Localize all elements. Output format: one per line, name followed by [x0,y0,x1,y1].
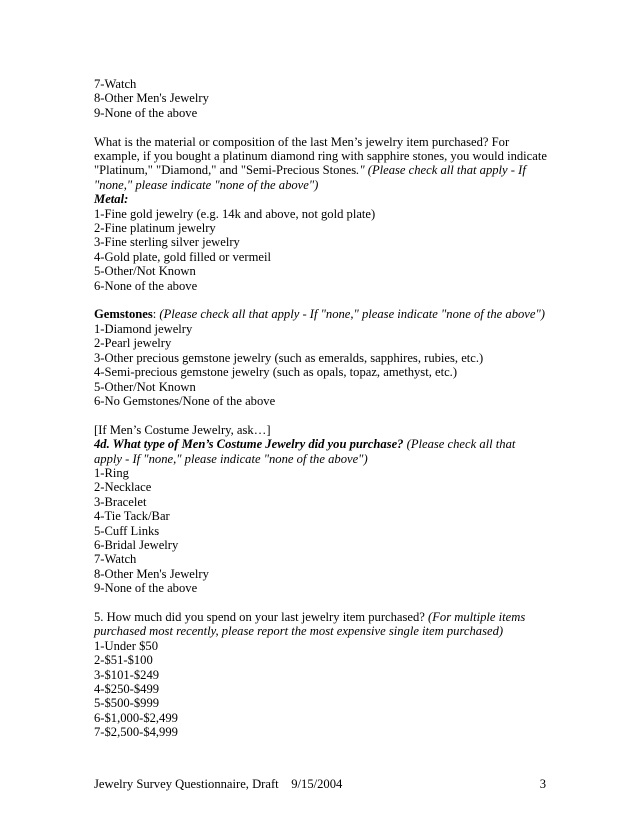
list-item: 1-Ring [94,465,129,480]
list-item: 8-Other Men's Jewelry [94,91,209,106]
material-question-line: example, if you bought a platinum diamond ring with sapphire stones, you would indicate [94,149,547,164]
list-item: 4-$250-$499 [94,682,160,696]
list-item: 1-Under $50 [94,638,159,653]
document-body [94,77,554,740]
costume-question [94,437,554,451]
costume-question-instruction: apply - If "none," please indicate "none of the above") [94,451,368,466]
list-item: 3-Fine sterling silver jewelry [94,235,240,250]
material-question-text: "Platinum," "Diamond," and "Semi-Precious Stones [94,163,357,178]
footer-title: Jewelry Survey Questionnaire, Draft 9/15/2004 [94,777,343,791]
list-item: 2-Necklace [94,480,152,495]
list-item: 5-Other/Not Known [94,264,196,279]
list-item: 2-Pearl jewelry [94,336,172,351]
gemstones-instruction: (Please check all that apply - If "none," please indicate "none of the above") [159,307,545,322]
list-item: 3-Other precious gemstone jewelry (such as emeralds, sapphires, rubies, etc.) [94,350,484,365]
list-item: 4-Tie Tack/Bar [94,509,170,524]
list-item: 5-Other/Not Known [94,379,196,394]
list-item: 4-Semi-precious gemstone jewelry (such as opals, topaz, amethyst, etc.) [94,365,458,380]
list-item: 6-None of the above [94,278,198,293]
material-question-line: What is the material or composition of the last Men’s jewelry item purchased? For [94,134,510,149]
costume-question-text: 4d. What type of Men’s Costume Jewelry did you purchase? [94,437,404,452]
material-question-line [94,163,554,177]
list-item: 4-Gold plate, gold filled or vermeil [94,249,271,264]
costume-question-instruction: (Please check all that [403,437,516,452]
list-item: 3-$101-$249 [94,667,160,682]
material-question-instruction: "none," please indicate "none of the above") [94,177,319,192]
list-item: 8-Other Men's Jewelry [94,566,209,581]
list-item: 6-$1,000-$2,499 [94,710,178,725]
gemstones-colon: : [152,307,160,322]
gemstones-question [94,307,554,321]
list-item: 6-No Gemstones/None of the above [94,393,276,408]
costume-condition: [If Men’s Costume Jewelry, ask…] [94,422,271,437]
list-item: 7-$2,500-$4,999 [94,725,178,740]
list-item: 5-$500-$999 [94,696,160,711]
list-item: 1-Diamond jewelry [94,321,193,336]
page-number: 3 [539,777,546,791]
spend-question-text: 5. How much did you spend on your last jewelry item purchased? [94,609,429,624]
list-item: 1-Fine gold jewelry (e.g. 14k and above, not gold plate) [94,206,376,221]
list-item: 2-$51-$100 [94,653,153,668]
list-item: 6-Bridal Jewelry [94,537,179,552]
list-item: 9-None of the above [94,581,198,596]
list-item: 7-Watch [94,77,137,91]
spend-question [94,610,554,624]
page-footer [94,777,546,791]
list-item: 9-None of the above [94,105,198,120]
material-question-instruction: ." (Please check all that apply - If [356,163,526,178]
spend-question-instruction: (For multiple items [428,609,526,624]
metal-heading: Metal: [94,192,129,207]
gemstones-heading: Gemstones [94,307,153,322]
list-item: 7-Watch [94,552,137,567]
list-item: 3-Bracelet [94,494,147,509]
list-item: 5-Cuff Links [94,523,160,538]
list-item: 2-Fine platinum jewelry [94,221,216,236]
spend-question-instruction: purchased most recently, please report the most expensive single item purchased) [94,624,504,639]
